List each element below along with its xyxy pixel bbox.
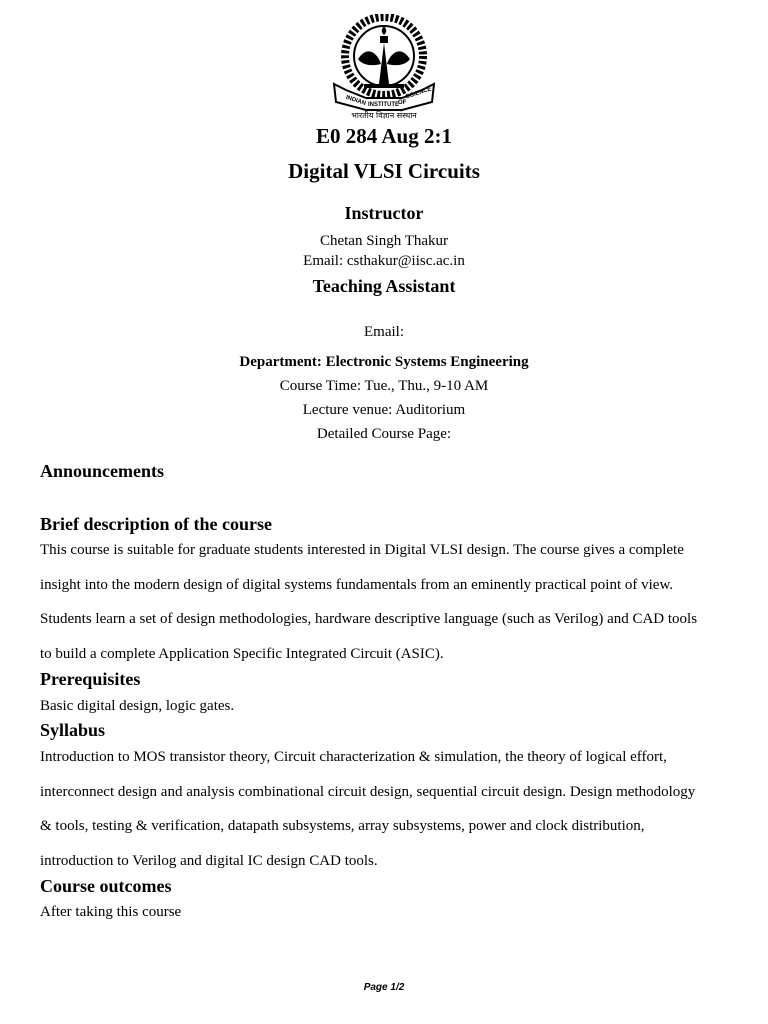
logo-lamp-stand xyxy=(380,36,388,43)
syllabus-heading: Syllabus xyxy=(40,720,106,740)
logo-text-indian: INDIAN xyxy=(344,94,367,107)
detailed-course-page: Detailed Course Page: xyxy=(316,426,452,442)
syllabus-text xyxy=(40,747,740,886)
logo-text-science: SCIENCE xyxy=(405,86,433,101)
course-code: E0 284 Aug 2:1 xyxy=(316,124,452,148)
institute-logo xyxy=(328,14,440,122)
instructor-email: Email: csthakur@iisc.ac.in xyxy=(303,253,465,269)
lecture-venue: Lecture venue: Auditorium xyxy=(302,402,466,418)
brief-description-text xyxy=(40,540,740,679)
page-number: Page 1/2 xyxy=(363,982,405,993)
logo-text-of: OF xyxy=(398,100,407,106)
syllabus-line: Introduction to MOS transistor theory, Circuit characterization & simulation, the theory of logical effort, xyxy=(40,749,667,765)
course-outcomes-heading: Course outcomes xyxy=(40,876,172,896)
ta-email: Email: xyxy=(364,324,404,340)
brief-line: Students learn a set of design methodologies, hardware descriptive language (such as Verilog) and CAD tools xyxy=(40,611,698,628)
department: Department: Electronic Systems Engineering xyxy=(239,354,529,370)
logo-text-hindi: भारतीय विज्ञान संस्थान xyxy=(351,111,417,120)
logo-base xyxy=(364,84,404,88)
prerequisites-heading: Prerequisites xyxy=(40,669,141,689)
prerequisites-text: Basic digital design, logic gates. xyxy=(40,698,235,714)
logo-text-institute: INSTITUTE xyxy=(368,102,399,108)
brief-line: insight into the modern design of digital systems fundamentals from an eminently practical point of view. xyxy=(40,576,674,593)
brief-line: This course is suitable for graduate students interested in Digital VLSI design. The course gives a complete xyxy=(40,542,684,558)
syllabus-line: interconnect design and analysis combinational circuit design, sequential circuit design. Design methodology xyxy=(40,783,696,800)
course-title: Digital VLSI Circuits xyxy=(288,159,480,183)
brief-line: to build a complete Application Specific Integrated Circuit (ASIC). xyxy=(40,646,444,663)
syllabus-line: introduction to Verilog and digital IC design CAD tools. xyxy=(40,853,378,870)
instructor-name: Chetan Singh Thakur xyxy=(319,233,449,249)
syllabus-line: & tools, testing & verification, datapath subsystems, array subsystems, power and clock distribution, xyxy=(40,818,645,835)
course-time: Course Time: Tue., Thu., 9-10 AM xyxy=(279,378,489,394)
announcements-heading: Announcements xyxy=(40,461,165,481)
brief-description-heading: Brief description of the course xyxy=(40,514,272,534)
course-outcomes-text: After taking this course xyxy=(40,904,182,920)
instructor-heading: Instructor xyxy=(344,203,424,223)
teaching-assistant-heading: Teaching Assistant xyxy=(312,276,456,296)
